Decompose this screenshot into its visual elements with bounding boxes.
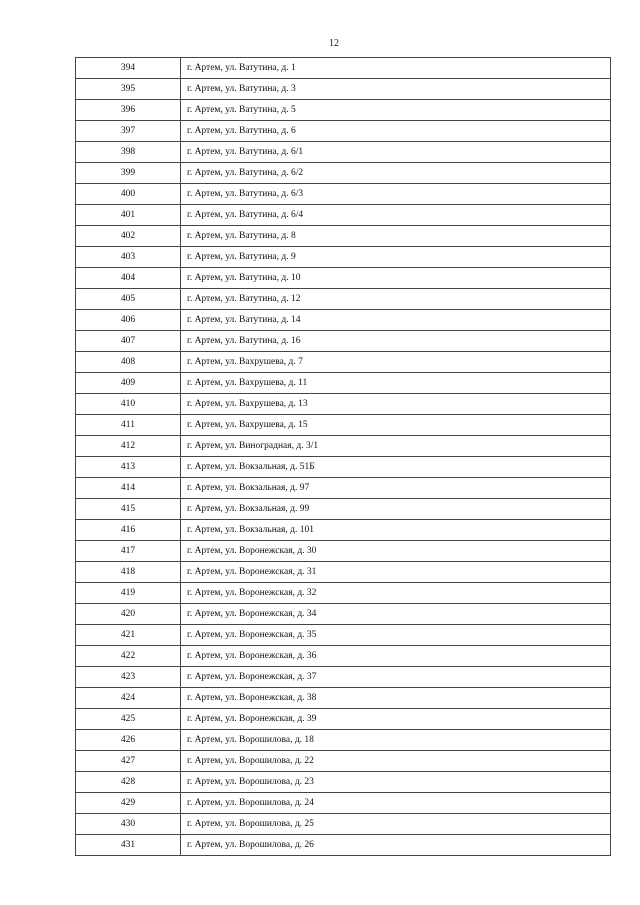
row-number-cell: 407 <box>76 331 181 352</box>
row-number-cell: 424 <box>76 688 181 709</box>
address-cell: г. Артем, ул. Воронежская, д. 31 <box>181 562 611 583</box>
address-cell: г. Артем, ул. Вокзальная, д. 101 <box>181 520 611 541</box>
row-number-cell: 397 <box>76 121 181 142</box>
address-cell: г. Артем, ул. Ватутина, д. 6/4 <box>181 205 611 226</box>
row-number-cell: 427 <box>76 751 181 772</box>
row-number-cell: 421 <box>76 625 181 646</box>
row-number-cell: 404 <box>76 268 181 289</box>
row-number-cell: 426 <box>76 730 181 751</box>
row-number-cell: 403 <box>76 247 181 268</box>
table-row <box>76 205 611 226</box>
address-cell: г. Артем, ул. Воронежская, д. 30 <box>181 541 611 562</box>
address-cell: г. Артем, ул. Вахрушева, д. 15 <box>181 415 611 436</box>
table-row <box>76 625 611 646</box>
table-row <box>76 667 611 688</box>
table-row <box>76 520 611 541</box>
address-cell: г. Артем, ул. Ватутина, д. 9 <box>181 247 611 268</box>
address-cell: г. Артем, ул. Вокзальная, д. 51Б <box>181 457 611 478</box>
row-number-cell: 422 <box>76 646 181 667</box>
table-row <box>76 562 611 583</box>
address-cell: г. Артем, ул. Воронежская, д. 35 <box>181 625 611 646</box>
table-row <box>76 142 611 163</box>
address-cell: г. Артем, ул. Ватутина, д. 8 <box>181 226 611 247</box>
row-number-cell: 429 <box>76 793 181 814</box>
address-cell: г. Артем, ул. Ватутина, д. 6/1 <box>181 142 611 163</box>
address-cell: г. Артем, ул. Вахрушева, д. 11 <box>181 373 611 394</box>
address-cell: г. Артем, ул. Воронежская, д. 36 <box>181 646 611 667</box>
address-cell: г. Артем, ул. Ворошилова, д. 22 <box>181 751 611 772</box>
table-row <box>76 751 611 772</box>
address-cell: г. Артем, ул. Ватутина, д. 6/3 <box>181 184 611 205</box>
table-row <box>76 583 611 604</box>
table-row <box>76 814 611 835</box>
row-number-cell: 416 <box>76 520 181 541</box>
address-cell: г. Артем, ул. Воронежская, д. 34 <box>181 604 611 625</box>
address-cell: г. Артем, ул. Ватутина, д. 5 <box>181 100 611 121</box>
address-cell: г. Артем, ул. Ворошилова, д. 26 <box>181 835 611 856</box>
row-number-cell: 430 <box>76 814 181 835</box>
row-number-cell: 396 <box>76 100 181 121</box>
table-row <box>76 457 611 478</box>
table-row <box>76 772 611 793</box>
table-row <box>76 331 611 352</box>
address-cell: г. Артем, ул. Ватутина, д. 16 <box>181 331 611 352</box>
table-row <box>76 373 611 394</box>
row-number-cell: 415 <box>76 499 181 520</box>
table-row <box>76 310 611 331</box>
table-row <box>76 247 611 268</box>
row-number-cell: 417 <box>76 541 181 562</box>
address-cell: г. Артем, ул. Вокзальная, д. 97 <box>181 478 611 499</box>
table-row <box>76 268 611 289</box>
row-number-cell: 431 <box>76 835 181 856</box>
table-row <box>76 646 611 667</box>
address-cell: г. Артем, ул. Ватутина, д. 1 <box>181 58 611 79</box>
address-cell: г. Артем, ул. Вахрушева, д. 7 <box>181 352 611 373</box>
row-number-cell: 398 <box>76 142 181 163</box>
address-table <box>75 57 611 856</box>
row-number-cell: 418 <box>76 562 181 583</box>
row-number-cell: 402 <box>76 226 181 247</box>
address-cell: г. Артем, ул. Ватутина, д. 12 <box>181 289 611 310</box>
row-number-cell: 401 <box>76 205 181 226</box>
table-row <box>76 688 611 709</box>
table-row <box>76 289 611 310</box>
table-row <box>76 478 611 499</box>
table-row <box>76 394 611 415</box>
address-cell: г. Артем, ул. Воронежская, д. 38 <box>181 688 611 709</box>
row-number-cell: 408 <box>76 352 181 373</box>
address-cell: г. Артем, ул. Ватутина, д. 6/2 <box>181 163 611 184</box>
address-cell: г. Артем, ул. Ворошилова, д. 23 <box>181 772 611 793</box>
row-number-cell: 419 <box>76 583 181 604</box>
address-cell: г. Артем, ул. Виноградная, д. 3/1 <box>181 436 611 457</box>
row-number-cell: 410 <box>76 394 181 415</box>
table-row <box>76 793 611 814</box>
address-table-body <box>76 58 611 856</box>
address-cell: г. Артем, ул. Ватутина, д. 3 <box>181 79 611 100</box>
address-cell: г. Артем, ул. Воронежская, д. 37 <box>181 667 611 688</box>
table-row <box>76 541 611 562</box>
address-cell: г. Артем, ул. Воронежская, д. 39 <box>181 709 611 730</box>
address-cell: г. Артем, ул. Воронежская, д. 32 <box>181 583 611 604</box>
address-cell: г. Артем, ул. Вахрушева, д. 13 <box>181 394 611 415</box>
row-number-cell: 411 <box>76 415 181 436</box>
table-row <box>76 436 611 457</box>
address-cell: г. Артем, ул. Ворошилова, д. 25 <box>181 814 611 835</box>
table-row <box>76 499 611 520</box>
row-number-cell: 400 <box>76 184 181 205</box>
row-number-cell: 409 <box>76 373 181 394</box>
page-number: 12 <box>329 38 339 49</box>
table-row <box>76 835 611 856</box>
row-number-cell: 412 <box>76 436 181 457</box>
table-row <box>76 709 611 730</box>
row-number-cell: 425 <box>76 709 181 730</box>
table-row <box>76 79 611 100</box>
table-row <box>76 100 611 121</box>
address-cell: г. Артем, ул. Вокзальная, д. 99 <box>181 499 611 520</box>
table-row <box>76 163 611 184</box>
address-cell: г. Артем, ул. Ватутина, д. 10 <box>181 268 611 289</box>
table-row <box>76 184 611 205</box>
row-number-cell: 414 <box>76 478 181 499</box>
row-number-cell: 413 <box>76 457 181 478</box>
address-cell: г. Артем, ул. Ворошилова, д. 24 <box>181 793 611 814</box>
address-cell: г. Артем, ул. Ватутина, д. 6 <box>181 121 611 142</box>
table-row <box>76 58 611 79</box>
row-number-cell: 406 <box>76 310 181 331</box>
row-number-cell: 420 <box>76 604 181 625</box>
table-row <box>76 415 611 436</box>
row-number-cell: 399 <box>76 163 181 184</box>
row-number-cell: 405 <box>76 289 181 310</box>
table-row <box>76 226 611 247</box>
address-cell: г. Артем, ул. Ватутина, д. 14 <box>181 310 611 331</box>
row-number-cell: 423 <box>76 667 181 688</box>
table-row <box>76 121 611 142</box>
row-number-cell: 394 <box>76 58 181 79</box>
address-cell: г. Артем, ул. Ворошилова, д. 18 <box>181 730 611 751</box>
row-number-cell: 395 <box>76 79 181 100</box>
table-row <box>76 352 611 373</box>
table-row <box>76 730 611 751</box>
row-number-cell: 428 <box>76 772 181 793</box>
table-row <box>76 604 611 625</box>
